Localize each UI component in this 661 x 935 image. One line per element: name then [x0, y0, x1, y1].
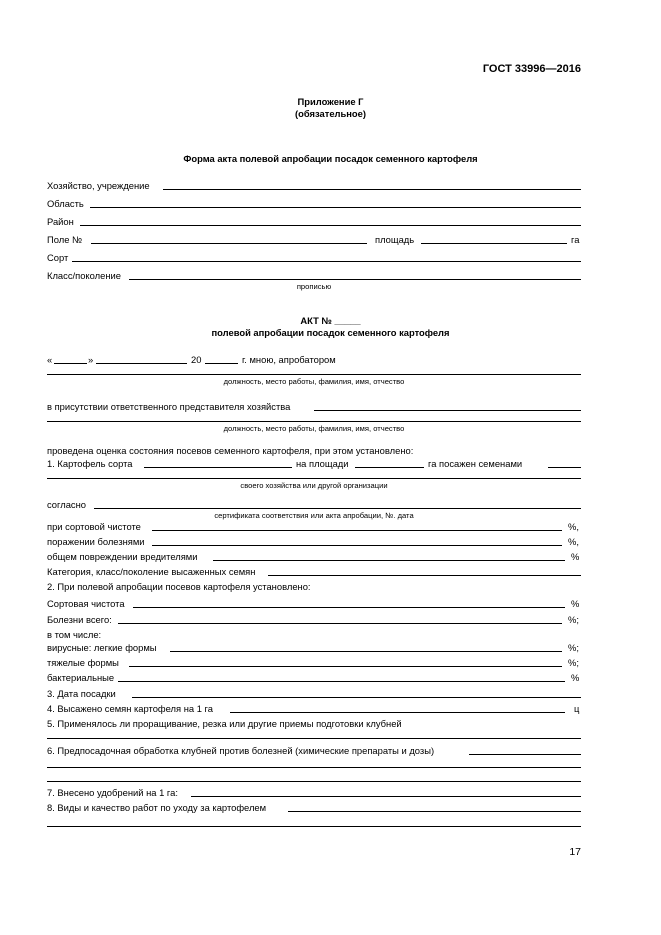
pests-line[interactable]: [213, 560, 565, 561]
diseases-total-line[interactable]: [118, 623, 562, 624]
category-line[interactable]: [268, 575, 581, 576]
month-line[interactable]: [96, 363, 187, 364]
item4-unit: ц: [574, 703, 580, 714]
item1-variety-line[interactable]: [144, 467, 292, 468]
bacterial-pct: %: [571, 672, 580, 683]
heavy-label: тяжелые формы: [47, 657, 119, 668]
item5-label: 5. Применялось ли проращивание, резка или другие приемы подготовки клубней: [47, 718, 402, 729]
class-caption: прописью: [296, 282, 332, 291]
according-label: согласно: [47, 499, 86, 510]
area-line[interactable]: [421, 243, 567, 244]
caption-position-2: должность, место работы, фамилия, имя, отчество: [223, 424, 405, 433]
item5-line[interactable]: [47, 738, 581, 739]
item2-label: 2. При полевой апробации посевов картофеля установлено:: [47, 581, 311, 592]
presence-line[interactable]: [314, 410, 581, 411]
bacterial-label: бактериальные: [47, 672, 115, 683]
item7-label: 7. Внесено удобрений на 1 га:: [47, 787, 178, 798]
viral-light-line[interactable]: [170, 651, 562, 652]
area-label: площадь: [375, 234, 415, 245]
farm-label: Хозяйство, учреждение: [47, 180, 150, 191]
year-line[interactable]: [205, 363, 238, 364]
item3-label: 3. Дата посадки: [47, 688, 116, 699]
item1-area-line[interactable]: [355, 467, 424, 468]
item6-line-3[interactable]: [47, 781, 581, 782]
disease-pct: %,: [568, 536, 579, 547]
field-label: Поле №: [47, 234, 83, 245]
purity-label: при сортовой чистоте: [47, 521, 141, 532]
pests-label: общем повреждении вредителями: [47, 551, 198, 562]
purity-line[interactable]: [152, 530, 562, 531]
farm-line[interactable]: [163, 189, 581, 190]
presence-label: в присутствии ответственного представителя хозяйства: [47, 401, 291, 412]
variety-line[interactable]: [72, 261, 581, 262]
item1-label: 1. Картофель сорта: [47, 458, 133, 469]
year-prefix: 20: [191, 354, 202, 365]
disease-label: поражении болезнями: [47, 536, 145, 547]
caption-own: своего хозяйства или другой организации: [240, 481, 388, 490]
presence-line-2[interactable]: [47, 421, 581, 422]
variety-purity-line[interactable]: [133, 607, 565, 608]
item6-line-2[interactable]: [47, 767, 581, 768]
diseases-total-label: Болезни всего:: [47, 614, 112, 625]
heavy-pct: %;: [568, 657, 579, 668]
disease-line[interactable]: [152, 545, 562, 546]
origin-line[interactable]: [47, 478, 581, 479]
item7-line[interactable]: [191, 796, 581, 797]
item8-line[interactable]: [288, 811, 581, 812]
variety-label: Сорт: [47, 252, 69, 263]
class-label: Класс/поколение: [47, 270, 121, 281]
item3-line[interactable]: [132, 697, 581, 698]
category-label: Категория, класс/поколение высаженных семян: [47, 566, 256, 577]
purity-pct: %,: [568, 521, 579, 532]
heavy-line[interactable]: [129, 666, 562, 667]
item1-seeds-label: га посажен семенами: [428, 458, 523, 469]
district-line[interactable]: [80, 225, 581, 226]
page-number: 17: [569, 846, 581, 858]
item6-label: 6. Предпосадочная обработка клубней против болезней (химические препараты и дозы): [47, 745, 435, 756]
region-line[interactable]: [90, 207, 581, 208]
area-unit: га: [571, 234, 580, 245]
diseases-total-pct: %;: [568, 614, 579, 625]
item8-line-2[interactable]: [47, 826, 581, 827]
variety-purity-pct: %: [571, 598, 580, 609]
act-number: АКТ № _____: [300, 315, 361, 326]
viral-light-label: вирусные: легкие формы: [47, 642, 157, 653]
evaluation-intro: проведена оценка состояния посевов семенного картофеля, при этом установлено:: [47, 445, 414, 456]
variety-purity-label: Сортовая чистота: [47, 598, 125, 609]
according-line[interactable]: [94, 508, 581, 509]
standard-number: ГОСТ 33996—2016: [482, 63, 581, 75]
item4-label: 4. Высажено семян картофеля на 1 га: [47, 703, 213, 714]
quote-open: «: [47, 354, 53, 365]
item1-seeds-line[interactable]: [548, 467, 581, 468]
quote-close: »: [88, 354, 94, 365]
day-line[interactable]: [54, 363, 87, 364]
including-label: в том числе:: [47, 629, 102, 640]
act-title: полевой апробации посадок семенного картофеля: [211, 327, 450, 338]
approver-line[interactable]: [47, 374, 581, 375]
field-number-line[interactable]: [91, 243, 367, 244]
region-label: Область: [47, 198, 84, 209]
bacterial-line[interactable]: [118, 681, 565, 682]
year-suffix: г. мною, апробатором: [242, 354, 336, 365]
appendix-title: Приложение Г: [297, 96, 364, 107]
appendix-subtitle: (обязательное): [295, 108, 366, 119]
item6-line[interactable]: [469, 754, 581, 755]
item8-label: 8. Виды и качество работ по уходу за картофелем: [47, 802, 267, 813]
caption-position: должность, место работы, фамилия, имя, отчество: [223, 377, 405, 386]
caption-cert: сертификата соответствия или акта апробации, №. дата: [214, 511, 414, 520]
item1-area-label: на площади: [296, 458, 349, 469]
viral-light-pct: %;: [568, 642, 579, 653]
class-line[interactable]: [129, 279, 581, 280]
item4-line[interactable]: [230, 712, 565, 713]
form-title: Форма акта полевой апробации посадок семенного картофеля: [183, 153, 478, 164]
district-label: Район: [47, 216, 74, 227]
pests-pct: %: [571, 551, 580, 562]
